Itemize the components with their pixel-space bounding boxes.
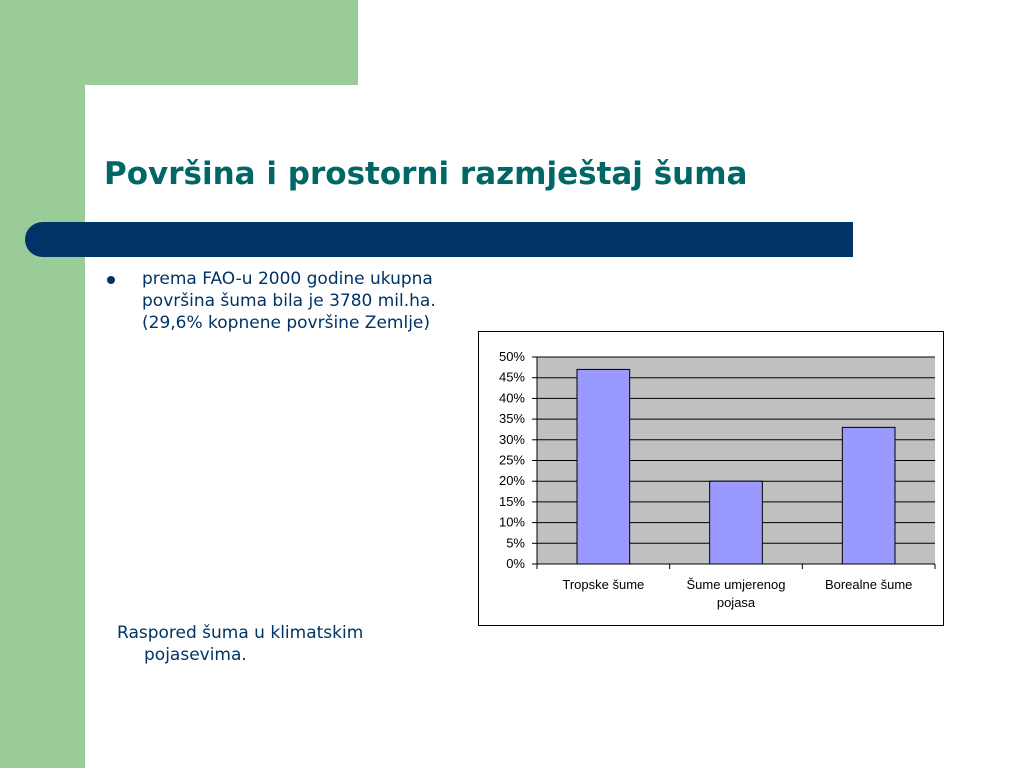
y-tick-label: 45% [498,369,525,385]
y-tick-label: 35% [498,411,525,427]
slide-title: Površina i prostorni razmještaj šuma [104,156,748,192]
category-label: Tropske šume [562,577,645,592]
y-tick-label: 10% [498,514,525,530]
category-label: Borealne šume [824,577,913,592]
bar-2 [842,427,895,564]
bullet-text: prema FAO-u 2000 godine ukupna površina šuma bila je 3780 mil.ha.(29,6% kopnene površine Zemlje) [142,269,436,333]
green-decoration-left [0,0,85,768]
category-label: pojasa [716,595,756,610]
y-tick-label: 15% [498,493,525,509]
category-label: Šume umjerenog [686,577,786,592]
title-underline-bar [25,222,853,257]
y-tick-label: 50% [498,349,525,364]
y-tick-label: 20% [498,473,525,489]
green-decoration-top [0,0,358,85]
y-tick-label: 25% [498,452,525,468]
y-tick-label: 30% [498,431,525,447]
y-tick-label: 0% [506,556,525,571]
bar-1 [710,481,763,564]
chart-frame [478,331,944,626]
bar-chart [479,332,945,627]
bar-0 [577,369,630,564]
chart-caption: Raspored šuma u klimatskim pojasevima. [117,623,364,665]
y-tick-label: 5% [506,535,525,551]
y-tick-label: 40% [498,390,525,406]
bullet-point-icon [107,276,115,284]
